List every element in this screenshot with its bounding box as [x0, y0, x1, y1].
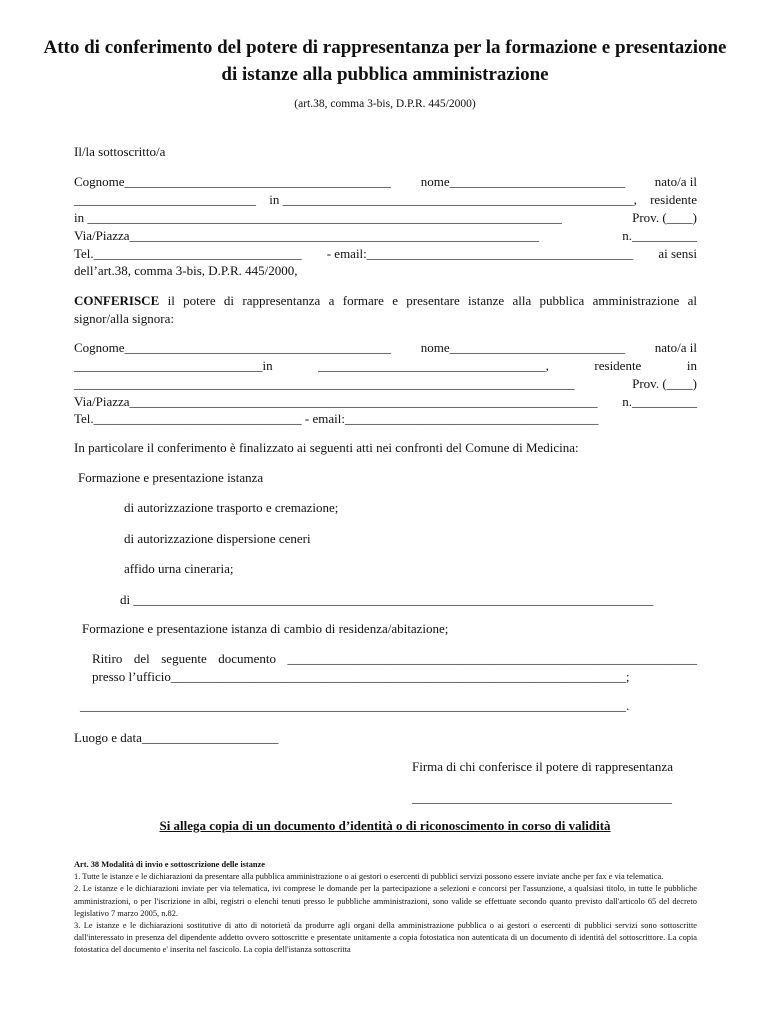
option-trasporto-cremazione[interactable]: di autorizzazione trasporto e cremazione; [124, 500, 339, 515]
s2-address-field[interactable]: Via/Piazza________________________________________________________________________ [74, 394, 598, 409]
formazione-istanza-label: Formazione e presentazione istanza [78, 470, 264, 485]
firma-label: Firma di chi conferisce il potere di rappresentanza [412, 759, 673, 774]
s1-residence-field[interactable]: in _________________________________________________________________________ [74, 210, 562, 225]
s1-address-field[interactable]: Via/Piazza_______________________________________________________________ [74, 228, 540, 243]
s2-row-birth [74, 357, 697, 375]
option-cambio-residenza[interactable]: Formazione e presentazione istanza di cambio di residenza/abitazione; [82, 621, 449, 636]
conferisce-text: il potere di rappresentanza a formare e presentare istanze alla pubblica amministrazione al [159, 293, 697, 308]
conferisce-line1 [74, 292, 697, 310]
option-affido-urna[interactable]: affido urna cineraria; [124, 561, 234, 576]
firma-field[interactable]: ________________________________________ [412, 790, 672, 805]
document-title: Atto di conferimento del potere di rappresentanza per la formazione e presentazione di istanze alla pubblica amministrazione [43, 37, 727, 85]
option-dispersione-ceneri[interactable]: di autorizzazione dispersione ceneri [124, 531, 311, 546]
s2-birthplace-field[interactable]: ___________________________________, [318, 358, 549, 373]
particolare-text: In particolare il conferimento è finalizzato ai seguenti atti nei confronti del Comune di Medicina: [74, 440, 579, 455]
ritiro-row [92, 650, 697, 668]
s2-residente-label: residente [594, 358, 642, 373]
ritiro-document-field[interactable]: _______________________________________________________________ [287, 651, 697, 666]
s2-row-residence [74, 375, 697, 393]
conferisce-keyword: CONFERISCE [74, 293, 160, 308]
s2-birthdate-field[interactable]: _____________________________in [74, 358, 273, 373]
blank-line-field[interactable]: ____________________________________________________________________________________. [80, 698, 630, 713]
document-subtitle: (art.38, comma 3-bis, D.P.R. 445/2000) [294, 98, 476, 110]
s1-row-address [74, 227, 697, 245]
s1-birthplace-field[interactable]: in ______________________________________________________, [269, 192, 637, 207]
ritiro-ufficio-field[interactable]: presso l’ufficio______________________________________________________________________; [92, 669, 630, 684]
s2-tel-field[interactable]: Tel.________________________________ [74, 411, 302, 426]
s1-birthdate-field[interactable]: ____________________________ [74, 192, 256, 207]
s2-row-contact [74, 410, 599, 428]
footnote-p2: 2. Le istanze e le dichiarazioni inviate per via telematica, ivi comprese le domande per la partecipazione a selezioni e concorsi per l'assunzione, a qualsiasi titolo, in tutte le pubbliche amministrazioni, o per l'iscrizione in albi, registri o elenchi tenuti presso le pubbliche amministrazioni, sono valide se effettuate secondo quanto previsto dall'articolo 65 del decreto legislativo 7 marzo 2005, n.82. [74, 884, 697, 918]
ritiro-word3: seguente [161, 651, 207, 666]
ritiro-word1: Ritiro [92, 651, 123, 666]
s1-row-birth [74, 191, 697, 209]
s1-email-field[interactable]: - email:_________________________________________ [326, 246, 634, 261]
footnote-p1: 1. Tutte le istanze e le dichiarazioni da presentare alla pubblica amministrazione o ai gestori o esercenti di pubblici servizi possono essere inviate anche per fax e via telematica. [74, 872, 664, 882]
sottoscritto-label: Il/la sottoscritto/a [74, 144, 166, 159]
s1-tel-field[interactable]: Tel.________________________________ [74, 246, 302, 261]
s2-nato-label: nato/a il [654, 340, 697, 355]
s2-nome-field[interactable]: nome___________________________ [420, 340, 626, 355]
option-altro-field[interactable]: di ________________________________________________________________________________ [120, 592, 654, 607]
footnote-block [74, 859, 697, 957]
s2-in-label: in [686, 358, 697, 373]
s1-row-cognome [74, 173, 697, 191]
s2-residence-field[interactable]: _____________________________________________________________________________ [74, 376, 575, 391]
s1-prov-field[interactable]: Prov. (____) [632, 210, 697, 225]
s1-row-residence [74, 209, 697, 227]
s2-cognome-field[interactable]: Cognome_________________________________________ [74, 340, 392, 355]
s2-email-field[interactable]: - email:_______________________________________ [304, 411, 599, 426]
luogo-data-field[interactable]: Luogo e data_____________________ [74, 730, 279, 745]
s1-nato-label: nato/a il [654, 174, 697, 189]
s2-prov-field[interactable]: Prov. (____) [632, 376, 697, 391]
s2-row-cognome [74, 339, 697, 357]
s1-legal-reference: dell’art.38, comma 3-bis, D.P.R. 445/2000, [74, 263, 298, 278]
s1-cognome-field[interactable]: Cognome_________________________________________ [74, 174, 392, 189]
footnote-p3: 3. Le istanze e le dichiarazioni sostitutive di atto di notorietà da produrre agli organi della amministrazione pubblica o ai gestori o esercenti di pubblici servizi sono sottoscritte dall'interessato in presenza del dipendente addetto ovvero sottoscritte e presentate unitamente a copia fotostatica non autenticata di un documento di identità del sottoscrittore. La copia fotostatica del documento e' inserita nel fascicolo. La copia dell'istanza sottoscritta [74, 921, 697, 955]
s2-number-field[interactable]: n.__________ [622, 394, 697, 409]
allega-note: Si allega copia di un documento d’identità o di riconoscimento in corso di validità [159, 818, 611, 833]
footnote-heading: Art. 38 Modalità di invio e sottoscrizione delle istanze [74, 860, 265, 869]
s1-row-contact [74, 245, 697, 263]
ritiro-word4: documento [218, 651, 276, 666]
s1-residente-label: residente [650, 192, 697, 207]
conferisce-line2: signor/alla signora: [74, 311, 175, 326]
s1-aisensi-label: ai sensi [658, 246, 697, 261]
ritiro-word2: del [133, 651, 150, 666]
s1-nome-field[interactable]: nome___________________________ [420, 174, 626, 189]
s1-number-field[interactable]: n.__________ [622, 228, 697, 243]
s2-row-address [74, 393, 697, 411]
